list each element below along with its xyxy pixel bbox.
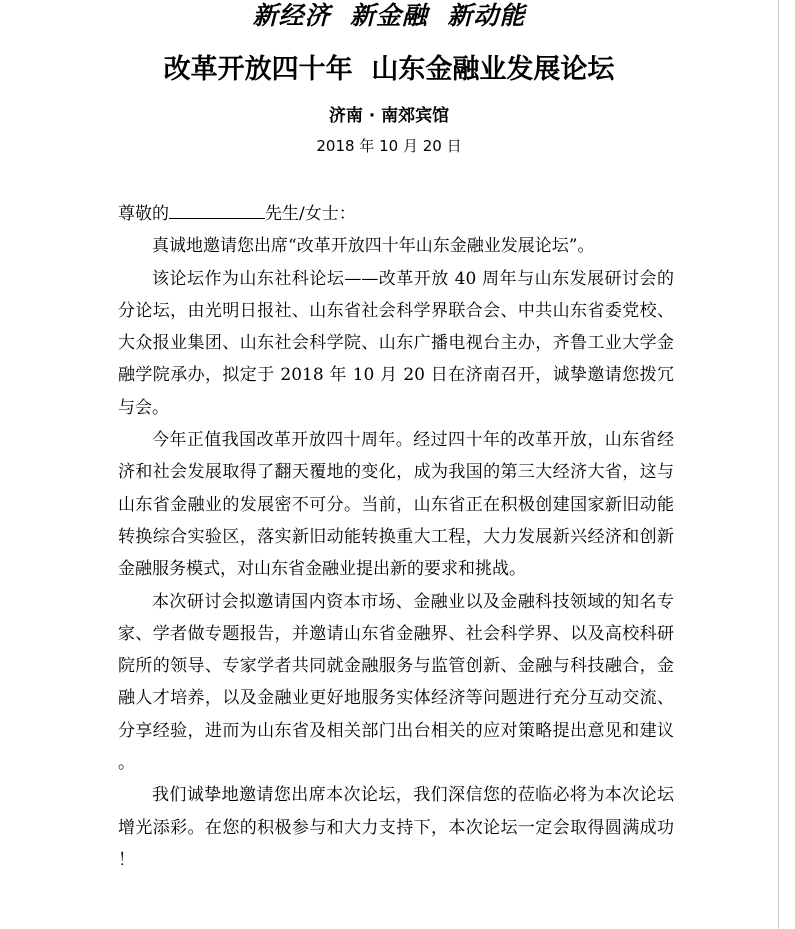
letter-paragraph-3: 今年正值我国改革开放四十周年。经过四十年的改革开放，山东省经济和社会发展取得了翻天覆地的变化，成为我国的第三大经济大省，这与山东省金融业的发展密不可分。当前，山东省正在积极创建国家新旧动能转换综合实验区，落实新旧动能转换重大工程，大力发展新兴经济和创新金融服务模式，对山东省金融业提出新的要求和挑战。	[118, 430, 674, 580]
letter-paragraph-5: 我们诚挚地邀请您出席本次论坛，我们深信您的莅临必将为本次论坛增光添彩。在您的积极参与和大力支持下，本次论坛一定会取得圆满成功！	[118, 785, 674, 870]
letter-paragraph-1: 真诚地邀请您出席“改革开放四十年山东金融业发展论坛”。	[152, 236, 595, 257]
forum-title: 改革开放四十年 山东金融业发展论坛	[163, 54, 615, 85]
name-blank-line	[169, 204, 265, 219]
letter-paragraph-2: 该论坛作为山东社科论坛——改革开放 40 周年与山东发展研讨会的分论坛，由光明日报社、山东省社会科学界联合会、中共山东省委党校、大众报业集团、山东社会科学院、山东广播电视台主办，齐鲁工业大学金融学院承办，拟定于 2018 年 10 月 20 日在济南召开，诚挚邀请您拨冗与会。	[118, 268, 674, 418]
date-line: 2018 年 10 月 20 日	[316, 137, 462, 155]
letter-paragraph-4: 本次研讨会拟邀请国内资本市场、金融业以及金融科技领域的知名专家、学者做专题报告，并邀请山东省金融界、社会科学界、以及高校科研院所的领导、专家学者共同就金融服务与监管创新、金融与科技融合，金融人才培养，以及金融业更好地服务实体经济等问题进行充分互动交流、分享经验，进而为山东省及相关部门出台相关的应对策略提出意见和建议。	[118, 591, 674, 774]
invitation-letter	[118, 198, 674, 876]
venue-line: 济南 · 南郊宾馆	[328, 106, 450, 126]
slogan-heading: 新经济 新金融 新动能	[252, 1, 526, 30]
page-edge	[778, 0, 795, 929]
salutation	[118, 198, 674, 230]
salutation-prefix: 尊敬的	[118, 204, 169, 224]
salutation-suffix: 先生/女士：	[265, 204, 356, 224]
